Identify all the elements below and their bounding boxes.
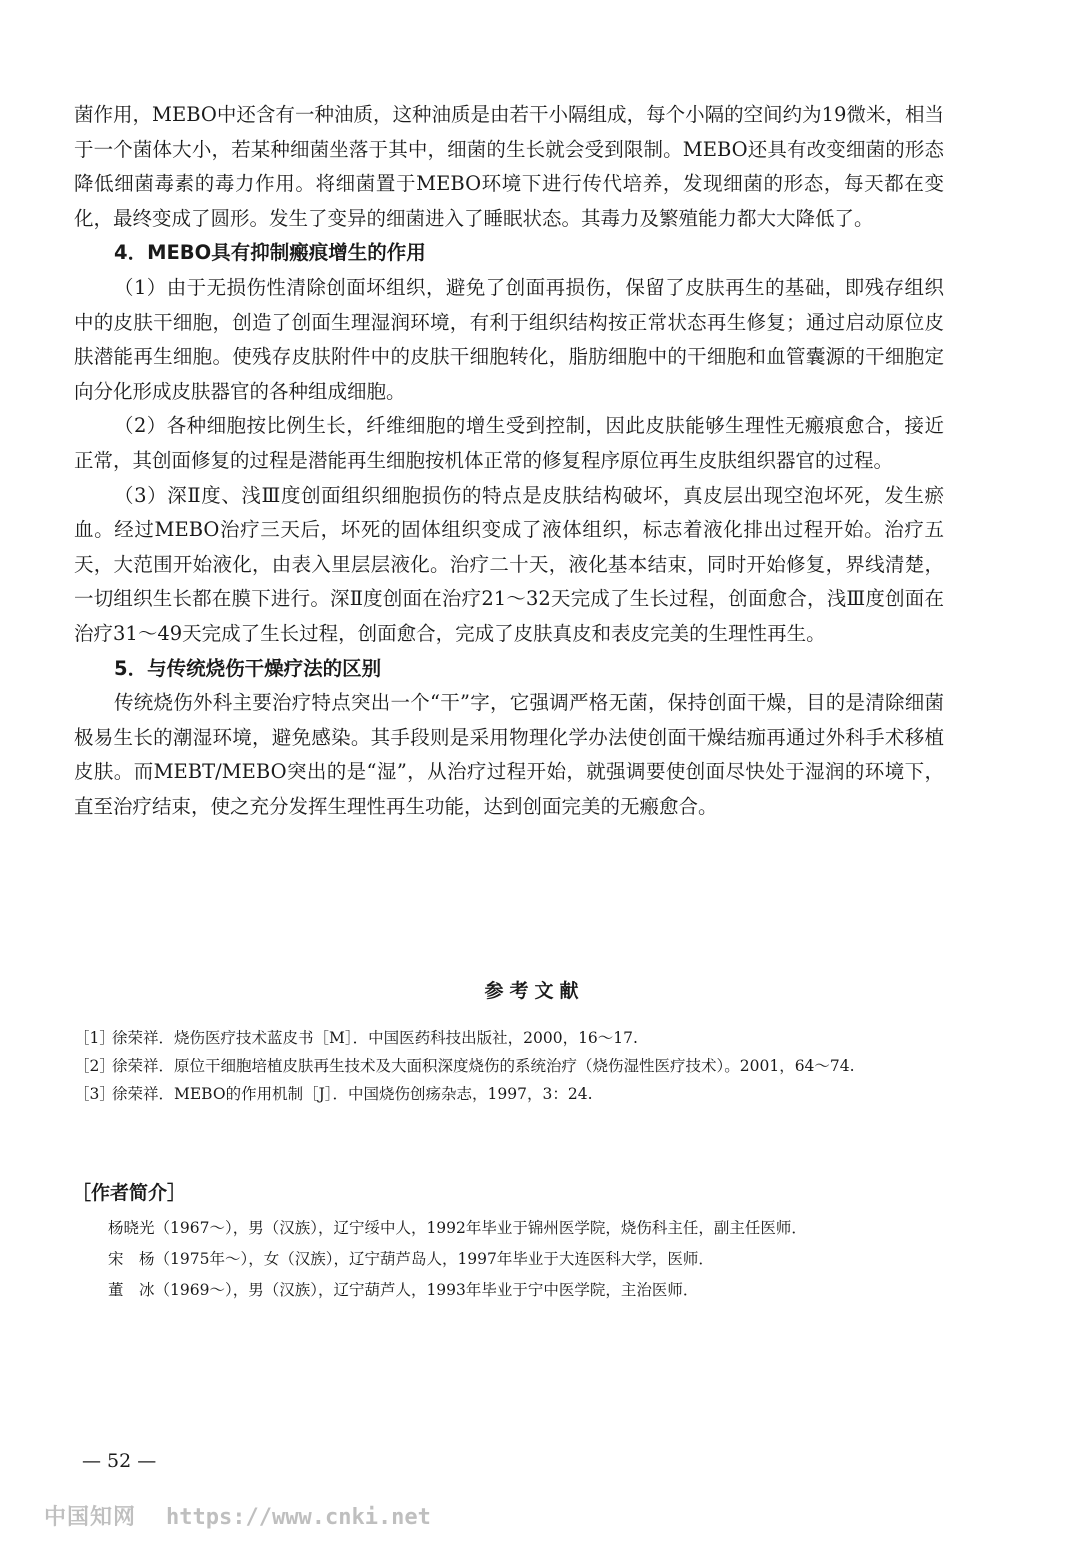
author-intro-title: ［作者简介］ (72, 1182, 187, 1204)
reference-number: ［2］ (74, 1057, 115, 1075)
reference-number: ［3］ (74, 1085, 115, 1103)
section-5-paragraph-1: 传统烧伤外科主要治疗特点突出一个“干”字，它强调严格无菌，保持创面干燥，目的是清除细菌极易生长的潮湿环境，避免感染。其手段则是采用物理化学办法使创面干燥结痂再通过外科手术移植皮肤。而MEBT/MEBO突出的是“湿”，从治疗过程开始，就强调要使创面尽快处于湿润的环境下，直至治疗结束，使之充分发挥生理性再生功能，达到创面完美的无瘢愈合。 (74, 691, 944, 818)
section-4-heading: 4．MEBO具有抑制瘢痕增生的作用 (114, 241, 426, 265)
section-4-paragraph-2: （2）各种细胞按比例生长，纤维细胞的增生受到控制，因此皮肤能够生理性无瘢痕愈合，接近正常，其创面修复的过程是潜能再生细胞按机体正常的修复程序原位再生皮肤组织器官的过程。 (74, 414, 944, 472)
reference-number: ［1］ (74, 1029, 115, 1047)
references-title: 参考文献 (484, 980, 585, 1002)
watermark-footer (44, 1500, 431, 1531)
paragraph-intro: 菌作用，MEBO中还含有一种油质，这种油质是由若干小隔组成，每个小隔的空间约为19微米，相当于一个菌体大小，若某种细菌坐落于其中，细菌的生长就会受到限制。MEBO还具有改变细菌的形态降低细菌毒素的毒力作用。将细菌置于MEBO环境下进行传代培养，发现细菌的形态，每天都在变化，最终变成了圆形。发生了变异的细菌进入了睡眠状态。其毒力及繁殖能力都大大降低了。 (74, 103, 944, 230)
author-list (108, 1213, 948, 1306)
reference-text: 徐荣祥．烧伤医疗技术蓝皮书［M］．中国医药科技出版社，2000，16～17. (112, 1029, 638, 1047)
references-list (74, 1024, 944, 1108)
footer-url[interactable]: https://www.cnki.net (166, 1505, 431, 1530)
footer-site-name: 中国知网 (44, 1505, 137, 1530)
reference-item (74, 1024, 944, 1052)
section-4-paragraph-3: （3）深Ⅱ度、浅Ⅲ度创面组织细胞损伤的特点是皮肤结构破坏，真皮层出现空泡坏死，发生瘀血。经过MEBO治疗三天后，坏死的固体组织变成了液体组织，标志着液化排出过程开始。治疗五天，大范围开始液化，由表入里层层液化。治疗二十天，液化基本结束，同时开始修复，界线清楚，一切组织生长都在膜下进行。深Ⅱ度创面在治疗21～32天完成了生长过程，创面愈合，浅Ⅲ度创面在治疗31～49天完成了生长过程，创面愈合，完成了皮肤真皮和表皮完美的生理性再生。 (74, 483, 944, 645)
section-5-heading: 5．与传统烧伤干燥疗法的区别 (114, 656, 382, 680)
page-number: — 52 — (82, 1450, 157, 1472)
reference-text: 徐荣祥．原位干细胞培植皮肤再生技术及大面积深度烧伤的系统治疗（烧伤湿性医疗技术）。2001，64～74. (112, 1057, 855, 1075)
author-item: 董 冰（1969～），男（汉族），辽宁葫芦人，1993年毕业于宁中医学院，主治医师． (108, 1281, 699, 1299)
reference-item (74, 1052, 944, 1080)
reference-item (74, 1080, 944, 1108)
body-text (74, 98, 944, 824)
reference-text: 徐荣祥．MEBO的作用机制［J］．中国烧伤创疡杂志，1997，3：24. (112, 1085, 593, 1103)
author-item: 杨晓光（1967～），男（汉族），辽宁绥中人，1992年毕业于锦州医学院，烧伤科主任，副主任医师． (108, 1219, 807, 1237)
author-item: 宋 杨（1975年～），女（汉族），辽宁葫芦岛人，1997年毕业于大连医科大学，医师． (108, 1250, 714, 1268)
section-4-paragraph-1: （1）由于无损伤性清除创面坏组织，避免了创面再损伤，保留了皮肤再生的基础，即残存组织中的皮肤干细胞，创造了创面生理湿润环境，有利于组织结构按正常状态再生修复；通过启动原位皮肤潜能再生细胞。使残存皮肤附件中的皮肤干细胞转化，脂肪细胞中的干细胞和血管囊源的干细胞定向分化形成皮肤器官的各种组成细胞。 (74, 275, 944, 403)
